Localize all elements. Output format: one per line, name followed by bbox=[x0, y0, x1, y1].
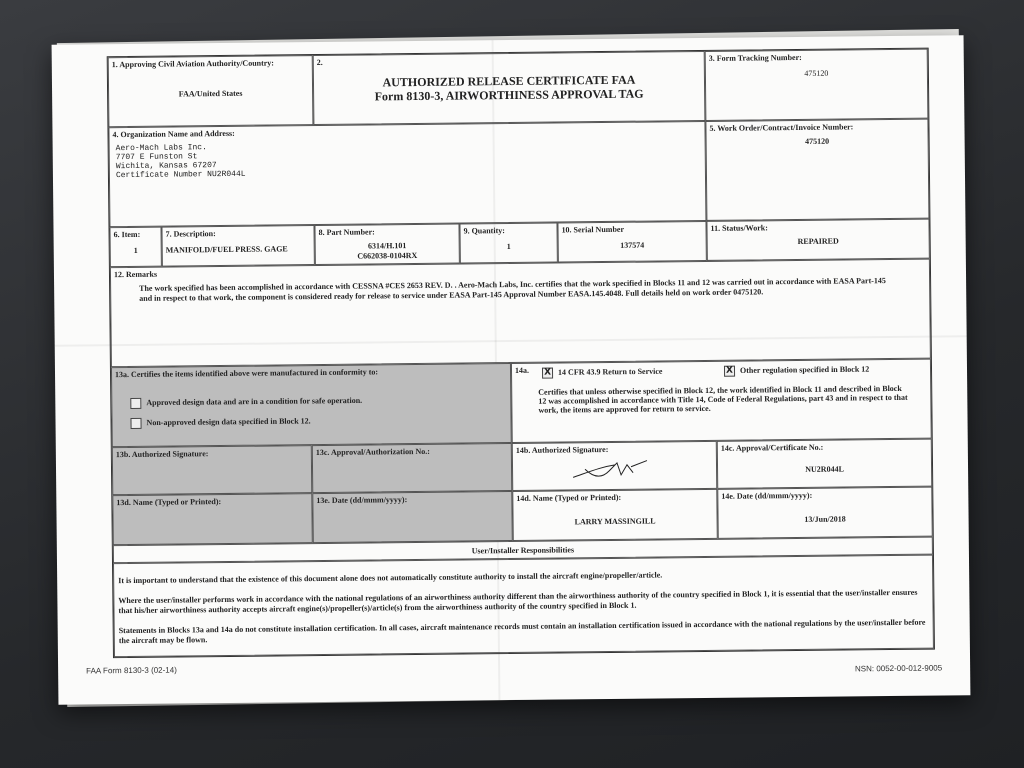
signature-mark bbox=[571, 457, 651, 484]
block-1-label: 1. Approving Civil Aviation Authority/Country: bbox=[111, 58, 274, 70]
block-2-label: 2. bbox=[316, 57, 323, 68]
part-number-1: 6314/H.101 bbox=[367, 241, 407, 251]
part-number-2: C662038-0104RX bbox=[357, 250, 418, 261]
checkbox-other-regulation[interactable]: X bbox=[724, 366, 735, 377]
block-13d-label: 13d. Name (Typed or Printed): bbox=[116, 497, 222, 508]
block-14d bbox=[512, 489, 718, 541]
signature-stroke bbox=[573, 461, 647, 478]
block-4 bbox=[108, 121, 706, 227]
option-other-regulation-label: Other regulation specified in Block 12 bbox=[739, 364, 870, 375]
block-13a-option-2 bbox=[130, 416, 310, 429]
block-13a bbox=[111, 363, 512, 447]
block-14a bbox=[511, 359, 932, 443]
org-street: 7707 E Funston St bbox=[115, 152, 198, 163]
block-13b bbox=[112, 445, 312, 495]
block-10-value: 137574 bbox=[620, 240, 645, 250]
block-14c-value: NU2R044L bbox=[805, 464, 844, 474]
block-10 bbox=[557, 221, 706, 263]
block-6-value: 1 bbox=[133, 245, 138, 255]
block-11 bbox=[706, 219, 929, 261]
organization-address bbox=[116, 143, 246, 180]
option-2-label: Non-approved design data specified in Block 12. bbox=[146, 416, 311, 428]
block-13b-label: 13b. Authorized Signature: bbox=[115, 449, 209, 460]
block-14c-label: 14c. Approval/Certificate No.: bbox=[720, 442, 824, 453]
org-name: Aero-Mach Labs Inc. bbox=[115, 143, 207, 154]
block-14a-label: 14a. bbox=[514, 365, 530, 375]
checkbox-return-to-service[interactable]: X bbox=[542, 368, 553, 379]
block-5 bbox=[705, 119, 929, 221]
block-14d-label: 14d. Name (Typed or Printed): bbox=[516, 492, 622, 503]
block-14e-value: 13/Jun/2018 bbox=[804, 514, 846, 524]
form-title bbox=[314, 72, 704, 104]
block-14d-value: LARRY MASSINGILL bbox=[574, 516, 656, 527]
block-14b bbox=[512, 441, 717, 491]
block-14a-certification-text: Certifies that unless otherwise specified in Block 12, the work identified in Block 11 and described in Block 12 was accomplished in accordance with Title 14, Code of Federal Regulations, part 43 and in respect to that work, the items are approved for return to service. bbox=[538, 383, 908, 415]
block-13d bbox=[112, 493, 313, 545]
form-grid bbox=[107, 48, 935, 659]
block-5-value: 475120 bbox=[805, 136, 830, 146]
responsibilities-paragraph-1: It is important to understand that the existence of this document alone does not automatically constitute authority to install the aircraft engine/propeller/article. bbox=[118, 570, 663, 586]
checkbox-non-approved-design-data[interactable] bbox=[130, 418, 141, 429]
block-14b-label: 14b. Authorized Signature: bbox=[515, 444, 609, 455]
block-14c bbox=[717, 439, 932, 489]
certificate-document bbox=[52, 35, 971, 705]
form-title-line-2: Form 8130-3, AIRWORTHINESS APPROVAL TAG bbox=[374, 86, 644, 104]
block-1 bbox=[108, 55, 314, 127]
block-1-value: FAA/United States bbox=[178, 88, 243, 99]
block-5-label: 5. Work Order/Contract/Invoice Number: bbox=[709, 122, 854, 133]
responsibilities-title: User/Installer Responsibilities bbox=[471, 545, 575, 556]
block-7-label: 7. Description: bbox=[165, 229, 216, 239]
block-8-label: 8. Part Number: bbox=[318, 227, 375, 238]
nsn-footer: NSN: 0052-00-012-9005 bbox=[854, 663, 943, 674]
block-7 bbox=[161, 225, 314, 267]
block-9-value: 1 bbox=[506, 241, 511, 252]
checkbox-approved-design-data[interactable] bbox=[130, 398, 141, 409]
block-14e-label: 14e. Date (dd/mmm/yyyy): bbox=[721, 490, 813, 501]
option-1-label: Approved design data and are in a condition for safe operation. bbox=[146, 395, 363, 408]
org-certificate: Certificate Number NU2R044L bbox=[115, 169, 246, 181]
responsibilities-paragraph-3: Statements in Blocks 13a and 14a do not constitute installation certification. In all cases, aircraft maintenance records must contain an installation certification issued in accordance with the national regulations by the user/installer before the aircraft may be flown. bbox=[118, 617, 926, 646]
block-13a-label: 13a. Certifies the items identified above were manufactured in conformity to: bbox=[114, 367, 379, 380]
block-3-label: 3. Form Tracking Number: bbox=[708, 52, 802, 63]
block-14a-option-1 bbox=[542, 366, 663, 378]
block-12-label: 12. Remarks bbox=[113, 269, 158, 280]
block-10-label: 10. Serial Number bbox=[561, 224, 625, 235]
option-return-to-service-label: 14 CFR 43.9 Return to Service bbox=[557, 366, 663, 377]
block-4-label: 4. Organization Name and Address: bbox=[112, 128, 235, 140]
block-8 bbox=[314, 224, 459, 266]
block-3 bbox=[705, 49, 929, 121]
block-13a-option-1 bbox=[130, 396, 362, 409]
block-9-label: 9. Quantity: bbox=[463, 226, 505, 236]
responsibilities-paragraph-2: Where the user/installer performs work in accordance with the national regulations of an airworthiness authority different than the airworthiness authority of the country specified in Block 1, it is essential that the user/installer ensures that his/her airworthiness authority accepts aircraft engine(s)/propeller(s)/article(s) from the airworthiness authority of the country specified in Block 1. bbox=[118, 587, 918, 616]
org-city: Wichita, Kansas 67207 bbox=[115, 161, 217, 172]
block-13c bbox=[312, 443, 512, 493]
form-title-line-1: AUTHORIZED RELEASE CERTIFICATE FAA bbox=[382, 72, 636, 90]
block-14a-option-2 bbox=[724, 364, 869, 377]
block-7-value: MANIFOLD/FUEL PRESS. GAGE bbox=[165, 244, 288, 255]
responsibilities-body bbox=[113, 555, 934, 658]
block-2 bbox=[313, 51, 706, 125]
block-6 bbox=[109, 227, 161, 268]
block-9 bbox=[459, 223, 557, 264]
block-13e bbox=[312, 491, 513, 543]
block-11-value: REPAIRED bbox=[797, 236, 839, 246]
block-11-label: 11. Status/Work: bbox=[710, 223, 768, 233]
block-14e bbox=[717, 487, 933, 539]
remarks-text: The work specified has been accomplished in accordance with CESSNA #CES 2653 REV. D. . Aero-Mach Labs, Inc. certifies that the work specified in Blocks 11 and 12 was carried out in accordance with EASA Part-145 and in respect to that work, the component is considered ready for release to service under EASA Part-145 Approval Number EASA.145.4048. Full details held on work order 0475120. bbox=[139, 276, 886, 303]
block-6-label: 6. Item: bbox=[113, 229, 141, 240]
block-12 bbox=[110, 259, 931, 368]
block-3-value: 475120 bbox=[804, 68, 829, 78]
form-number-footer: FAA Form 8130-3 (02-14) bbox=[86, 665, 177, 676]
block-13c-label: 13c. Approval/Authorization No.: bbox=[315, 446, 430, 458]
block-13e-label: 13e. Date (dd/mmm/yyyy): bbox=[316, 495, 408, 506]
